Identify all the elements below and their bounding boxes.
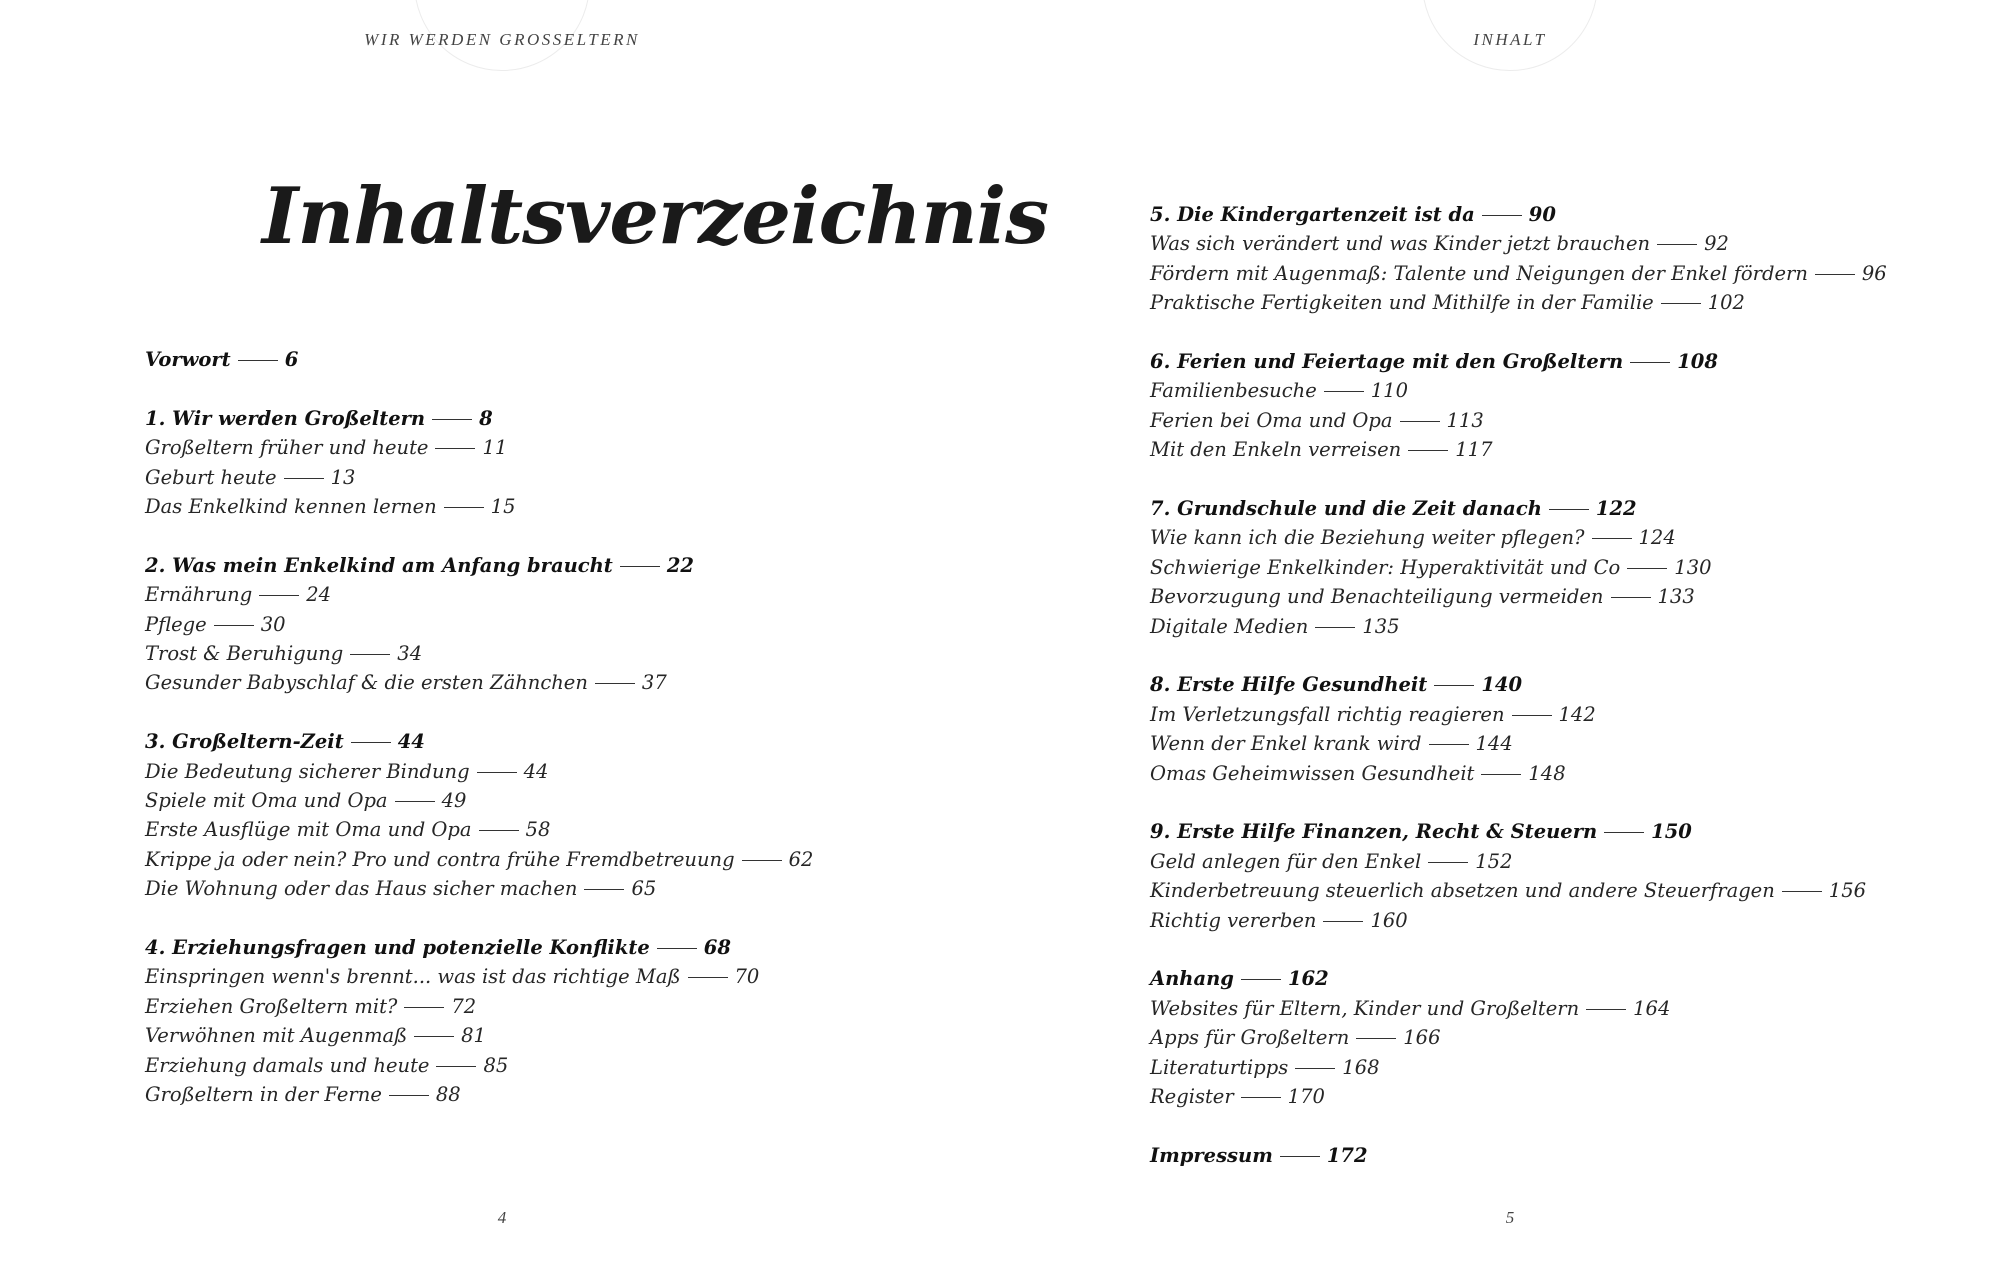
- leader-dash: [1428, 862, 1468, 863]
- page-ref: 44: [397, 730, 425, 754]
- leader-dash: [477, 772, 517, 773]
- page-ref: 148: [1528, 761, 1566, 785]
- leader-dash: [395, 801, 435, 802]
- toc-section: [1150, 670, 1887, 788]
- entry-title: Die Wohnung oder das Haus sicher machen: [145, 877, 578, 901]
- toc-entry: [1150, 376, 1887, 405]
- toc-entry: [145, 463, 813, 492]
- leader-dash: [1315, 627, 1355, 628]
- entry-title: Erste Ausflüge mit Oma und Opa: [145, 818, 472, 842]
- toc-entry: [1150, 553, 1887, 582]
- toc-section: [145, 933, 813, 1109]
- toc-entry: [1150, 612, 1887, 641]
- page-ref: 62: [788, 847, 814, 871]
- leader-dash: [584, 889, 624, 890]
- page-ref: 85: [483, 1053, 509, 1077]
- leader-dash: [350, 654, 390, 655]
- toc-chapter-heading: [145, 727, 813, 756]
- entry-title: Ernährung: [145, 583, 253, 607]
- toc-section: [145, 345, 813, 374]
- entry-title: Praktische Fertigkeiten und Mithilfe in der Familie: [1150, 291, 1654, 315]
- page-ref: 44: [523, 759, 549, 783]
- chapter-title: Vorwort: [145, 348, 231, 371]
- entry-title: Verwöhnen mit Augenmaß: [145, 1024, 408, 1048]
- page-ref: 37: [641, 671, 667, 695]
- entry-title: Einspringen wenn's brennt... was ist das richtige Maß: [145, 965, 681, 989]
- toc-entry: [1150, 406, 1887, 435]
- leader-dash: [1592, 538, 1632, 539]
- toc-section: [1150, 1141, 1887, 1170]
- toc-section: [145, 727, 813, 903]
- leader-dash: [238, 360, 278, 361]
- toc-section: [1150, 964, 1887, 1111]
- page-ref: 166: [1403, 1026, 1441, 1050]
- toc-entry: [145, 757, 813, 786]
- page-ref: 13: [330, 465, 356, 489]
- entry-title: Omas Geheimwissen Gesundheit: [1150, 761, 1475, 785]
- toc-entry: [1150, 1023, 1887, 1052]
- leader-dash: [1241, 1097, 1281, 1098]
- chapter-title: 4. Erziehungsfragen und potenzielle Konflikte: [145, 936, 650, 960]
- chapter-title: 7. Grundschule und die Zeit danach: [1150, 497, 1542, 521]
- entry-title: Erziehung damals und heute: [145, 1053, 430, 1077]
- page-ref: 70: [734, 965, 760, 989]
- leader-dash: [435, 448, 475, 449]
- page-ref: 8: [479, 406, 493, 430]
- page-ref: 65: [631, 877, 657, 901]
- entry-title: Die Bedeutung sicherer Bindung: [145, 759, 470, 783]
- toc-entry: [1150, 847, 1887, 876]
- page-ref: 162: [1287, 967, 1329, 991]
- leader-dash: [1400, 421, 1440, 422]
- leader-dash: [1295, 1068, 1335, 1069]
- page-ref: 135: [1362, 614, 1400, 638]
- page-ref: 150: [1651, 820, 1692, 844]
- leader-dash: [1657, 244, 1697, 245]
- toc-chapter-heading: [1150, 964, 1887, 993]
- toc-entry: [145, 610, 813, 639]
- leader-dash: [1241, 979, 1281, 980]
- toc-entry: [1150, 435, 1887, 464]
- chapter-title: 8. Erste Hilfe Gesundheit: [1150, 673, 1428, 697]
- entry-title: Familienbesuche: [1150, 379, 1317, 403]
- leader-dash: [1512, 715, 1552, 716]
- entry-title: Großeltern früher und heute: [145, 436, 429, 460]
- leader-dash: [620, 566, 660, 567]
- toc-entry: [1150, 582, 1887, 611]
- page-ref: 170: [1287, 1085, 1325, 1109]
- page-number-right: 5: [1505, 1208, 1515, 1227]
- running-head-right: INHALT: [1473, 30, 1547, 49]
- toc-entry: [145, 815, 813, 844]
- toc-entry: [145, 845, 813, 874]
- toc-right-column: [1150, 200, 1887, 1200]
- page-ref: 90: [1528, 203, 1556, 226]
- page-ref: 140: [1481, 673, 1523, 697]
- page-ref: 102: [1707, 291, 1745, 315]
- leader-dash: [351, 742, 391, 743]
- leader-dash: [284, 478, 324, 479]
- toc-entry: [145, 1021, 813, 1050]
- entry-title: Im Verletzungsfall richtig reagieren: [1150, 702, 1505, 726]
- chapter-title: 2. Was mein Enkelkind am Anfang braucht: [145, 553, 613, 577]
- toc-entry: [145, 492, 813, 521]
- entry-title: Ferien bei Oma und Opa: [1150, 408, 1393, 432]
- leader-dash: [1408, 450, 1448, 451]
- toc-entry: [1150, 994, 1887, 1023]
- toc-entry: [145, 433, 813, 462]
- entry-title: Richtig vererben: [1150, 908, 1317, 932]
- toc-chapter-heading: [145, 345, 813, 374]
- chapter-title: 1. Wir werden Großeltern: [145, 406, 426, 430]
- entry-title: Wenn der Enkel krank wird: [1150, 732, 1422, 756]
- entry-title: Bevorzugung und Benachteiligung vermeiden: [1150, 585, 1604, 609]
- toc-entry: [1150, 700, 1887, 729]
- page-ref: 113: [1446, 408, 1484, 432]
- page-ref: 117: [1455, 438, 1493, 462]
- toc-chapter-heading: [1150, 200, 1887, 229]
- leader-dash: [1482, 215, 1522, 216]
- leader-dash: [214, 625, 254, 626]
- page-ref: 133: [1657, 585, 1695, 609]
- chapter-title: 9. Erste Hilfe Finanzen, Recht & Steuern: [1150, 820, 1598, 844]
- leader-dash: [1324, 391, 1364, 392]
- running-head-left: WIR WERDEN GROSSELTERN: [364, 30, 640, 49]
- page-ref: 110: [1370, 379, 1408, 403]
- page-ref: 160: [1370, 908, 1408, 932]
- page-ref: 34: [397, 642, 423, 666]
- leader-dash: [259, 595, 299, 596]
- page-ref: 152: [1475, 849, 1513, 873]
- entry-title: Spiele mit Oma und Opa: [145, 789, 388, 813]
- entry-title: Gesunder Babyschlaf & die ersten Zähnchen: [145, 671, 588, 695]
- toc-chapter-heading: [1150, 670, 1887, 699]
- leader-dash: [1604, 832, 1644, 833]
- entry-title: Geld anlegen für den Enkel: [1150, 849, 1422, 873]
- leader-dash: [1280, 1156, 1320, 1157]
- page-ref: 68: [703, 936, 731, 960]
- chapter-title: Impressum: [1150, 1143, 1273, 1167]
- toc-section: [145, 404, 813, 522]
- page-ref: 156: [1828, 879, 1867, 903]
- page-ref: 108: [1677, 350, 1718, 374]
- toc-chapter-heading: [145, 404, 813, 433]
- toc-entry: [145, 639, 813, 668]
- entry-title: Kinderbetreuung steuerlich absetzen und andere Steuerfragen: [1150, 879, 1775, 903]
- toc-entry: [145, 786, 813, 815]
- page-ref: 58: [525, 818, 551, 842]
- leader-dash: [1611, 597, 1651, 598]
- leader-dash: [432, 419, 472, 420]
- entry-title: Schwierige Enkelkinder: Hyperaktivität und Co: [1150, 555, 1621, 579]
- leader-dash: [479, 830, 519, 831]
- leader-dash: [688, 977, 728, 978]
- entry-title: Fördern mit Augenmaß: Talente und Neigungen der Enkel fördern: [1150, 261, 1808, 285]
- toc-entry: [145, 874, 813, 903]
- leader-dash: [1549, 509, 1589, 510]
- entry-title: Geburt heute: [145, 465, 277, 489]
- entry-title: Trost & Beruhigung: [145, 642, 344, 666]
- leader-dash: [1782, 891, 1822, 892]
- leader-dash: [1630, 362, 1670, 363]
- toc-chapter-heading: [1150, 494, 1887, 523]
- toc-entry: [1150, 1082, 1887, 1111]
- entry-title: Krippe ja oder nein? Pro und contra frühe Fremdbetreuung: [145, 847, 735, 871]
- entry-title: Digitale Medien: [1150, 614, 1309, 638]
- toc-entry: [1150, 523, 1887, 552]
- leader-dash: [657, 948, 697, 949]
- page-ref: 122: [1595, 497, 1637, 521]
- entry-title: Großeltern in der Ferne: [145, 1083, 382, 1107]
- page-ref: 49: [441, 789, 467, 813]
- page-ref: 168: [1342, 1055, 1380, 1079]
- toc-entry: [145, 580, 813, 609]
- toc-section: [1150, 347, 1887, 465]
- entry-title: Register: [1150, 1085, 1234, 1109]
- page-ref: 88: [435, 1083, 461, 1107]
- toc-entry: [145, 1051, 813, 1080]
- leader-dash: [1627, 568, 1667, 569]
- entry-title: Websites für Eltern, Kinder und Großeltern: [1150, 996, 1580, 1020]
- toc-section: [1150, 200, 1887, 318]
- toc-chapter-heading: [1150, 1141, 1887, 1170]
- page-ref: 72: [451, 994, 477, 1018]
- toc-chapter-heading: [1150, 347, 1887, 376]
- leader-dash: [1429, 744, 1469, 745]
- leader-dash: [1481, 774, 1521, 775]
- toc-section: [1150, 494, 1887, 641]
- leader-dash: [404, 1007, 444, 1008]
- entry-title: Erziehen Großeltern mit?: [145, 994, 398, 1018]
- chapter-title: 3. Großeltern-Zeit: [145, 730, 344, 754]
- toc-entry: [145, 668, 813, 697]
- toc-entry: [1150, 229, 1887, 258]
- toc-entry: [145, 992, 813, 1021]
- entry-title: Das Enkelkind kennen lernen: [145, 495, 437, 519]
- toc-entry: [1150, 876, 1887, 905]
- toc-entry: [1150, 906, 1887, 935]
- leader-dash: [595, 683, 635, 684]
- entry-title: Wie kann ich die Beziehung weiter pflegen?: [1150, 526, 1585, 550]
- leader-dash: [1323, 921, 1363, 922]
- page-ref: 6: [284, 348, 299, 371]
- page-ref: 92: [1704, 232, 1729, 256]
- toc-entry: [1150, 259, 1887, 288]
- toc-entry: [1150, 759, 1887, 788]
- leader-dash: [1434, 685, 1474, 686]
- entry-title: Literaturtipps: [1150, 1055, 1289, 1079]
- leader-dash: [1356, 1038, 1396, 1039]
- page-ref: 81: [461, 1024, 486, 1048]
- page-ref: 124: [1638, 526, 1676, 550]
- entry-title: Was sich verändert und was Kinder jetzt brauchen: [1150, 232, 1651, 256]
- leader-dash: [436, 1066, 476, 1067]
- toc-chapter-heading: [1150, 817, 1887, 846]
- leader-dash: [1661, 303, 1701, 304]
- chapter-title: 6. Ferien und Feiertage mit den Großeltern: [1150, 350, 1624, 374]
- leader-dash: [444, 507, 484, 508]
- toc-chapter-heading: [145, 551, 813, 580]
- page-ref: 96: [1861, 261, 1887, 285]
- toc-entry: [145, 962, 813, 991]
- page-ref: 130: [1674, 555, 1712, 579]
- toc-chapter-heading: [145, 933, 813, 962]
- toc-entry: [145, 1080, 813, 1109]
- page-ref: 15: [490, 495, 516, 519]
- page-ref: 144: [1475, 732, 1513, 756]
- right-page: [1000, 0, 2000, 1276]
- page-ref: 22: [666, 553, 694, 577]
- toc-section: [1150, 817, 1887, 935]
- leader-dash: [389, 1095, 429, 1096]
- page-ref: 30: [260, 612, 286, 636]
- entry-title: Mit den Enkeln verreisen: [1150, 438, 1402, 462]
- page-ref: 164: [1633, 996, 1671, 1020]
- toc-entry: [1150, 1053, 1887, 1082]
- toc-left-column: [145, 345, 813, 1139]
- chapter-title: Anhang: [1150, 967, 1234, 991]
- page-title: Inhaltsverzeichnis: [262, 171, 1049, 262]
- toc-section: [145, 551, 813, 698]
- entry-title: Pflege: [145, 612, 207, 636]
- toc-entry: [1150, 288, 1887, 317]
- page-number-left: 4: [497, 1208, 507, 1227]
- page-ref: 11: [482, 436, 508, 460]
- toc-entry: [1150, 729, 1887, 758]
- page-ref: 142: [1558, 702, 1596, 726]
- leader-dash: [1586, 1009, 1626, 1010]
- entry-title: Apps für Großeltern: [1150, 1026, 1350, 1050]
- leader-dash: [1815, 274, 1855, 275]
- leader-dash: [414, 1036, 454, 1037]
- page-ref: 172: [1326, 1143, 1368, 1167]
- leader-dash: [742, 860, 782, 861]
- chapter-title: 5. Die Kindergartenzeit ist da: [1150, 203, 1475, 226]
- page-ref: 24: [306, 583, 332, 607]
